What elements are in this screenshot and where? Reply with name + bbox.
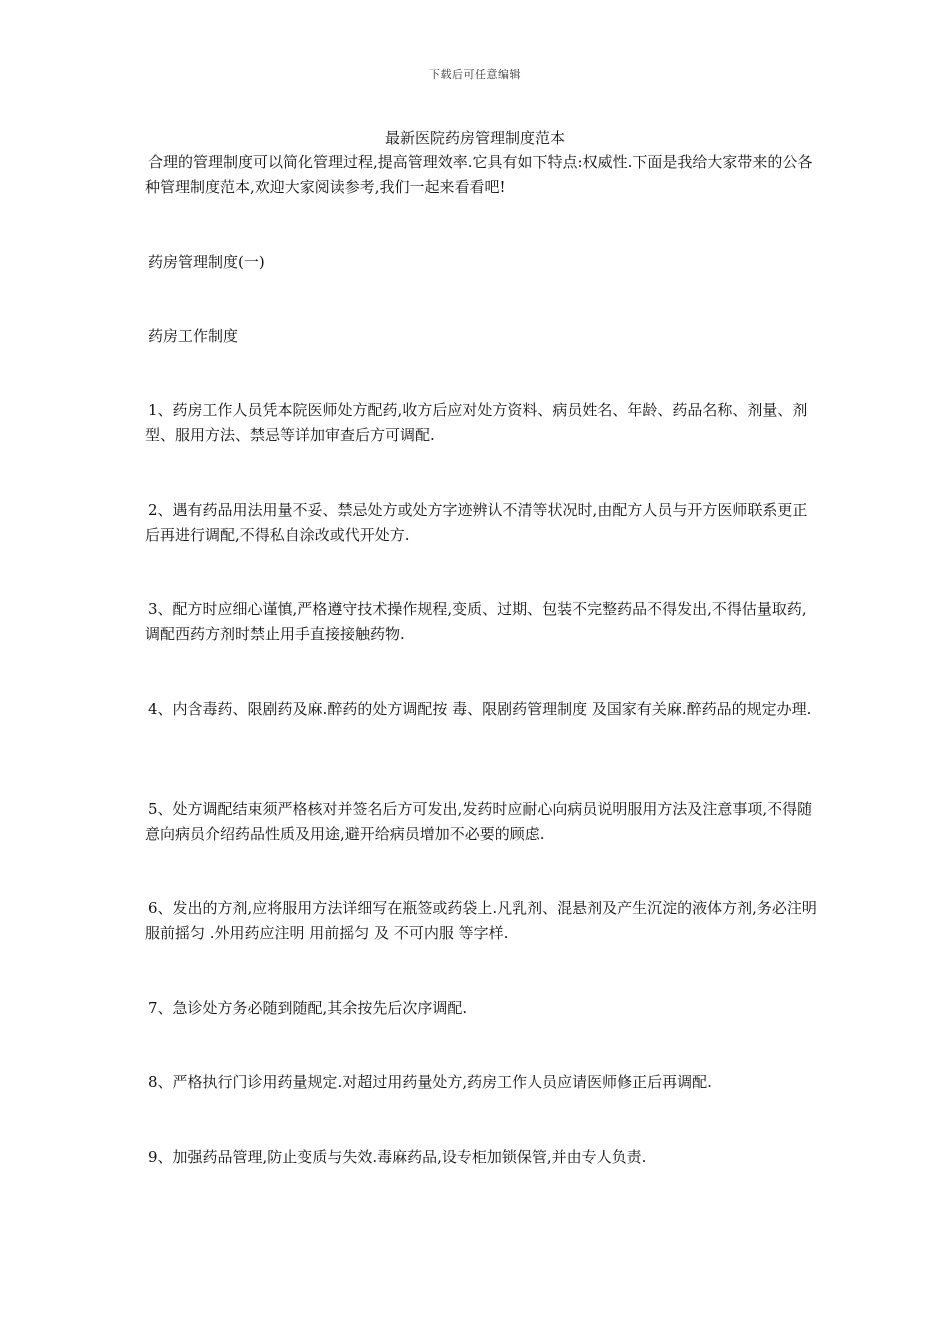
section-heading: 药房管理制度(一)	[148, 253, 265, 271]
list-item: 1、药房工作人员凭本院医师处方配药,收方后应对处方资料、病员姓名、年龄、药品名称、剂量、剂型、服用方法、禁忌等详加审查后方可调配.	[145, 401, 808, 444]
subsection-heading: 药房工作制度	[148, 327, 239, 345]
list-item: 3、配方时应细心谨慎,严格遵守技术操作规程,变质、过期、包装不完整药品不得发出,不得估量取药,调配西药方剂时禁止用手直接接触药物.	[145, 600, 807, 643]
list-item: 4、内含毒药、限剧药及麻.醉药的处方调配按 毒、限剧药管理制度 及国家有关麻.醉药品的规定办理.	[148, 700, 812, 718]
list-item: 9、加强药品管理,防止变质与失效.毒麻药品,设专柜加锁保管,并由专人负责.	[148, 1148, 647, 1166]
header-note: 下载后可任意编辑	[429, 68, 521, 81]
list-item: 6、发出的方剂,应将服用方法详细写在瓶签或药袋上.凡乳剂、混悬剂及产生沉淀的液体方剂,务必注明 服前摇匀 .外用药应注明 用前摇匀 及 不可内服 等字样.	[145, 899, 817, 942]
list-item: 5、处方调配结束须严格核对并签名后方可发出,发药时应耐心向病员说明服用方法及注意事项,不得随意向病员介绍药品性质及用途,避开给病员增加不必要的顾虑.	[145, 800, 813, 843]
intro-paragraph: 合理的管理制度可以简化管理过程,提高管理效率.它具有如下特点:权威性.下面是我给大家带来的公各种管理制度范本,欢迎大家阅读参考,我们一起来看看吧!	[145, 153, 813, 196]
document-title: 最新医院药房管理制度范本	[384, 129, 565, 147]
list-item: 7、急诊处方务必随到随配,其余按先后次序调配.	[148, 999, 468, 1017]
list-item: 2、遇有药品用法用量不妥、禁忌处方或处方字迹辨认不清等状况时,由配方人员与开方医师联系更正后再进行调配,不得私自涂改或代开处方.	[145, 501, 808, 544]
list-item: 8、严格执行门诊用药量规定.对超过用药量处方,药房工作人员应请医师修正后再调配.	[148, 1073, 712, 1091]
